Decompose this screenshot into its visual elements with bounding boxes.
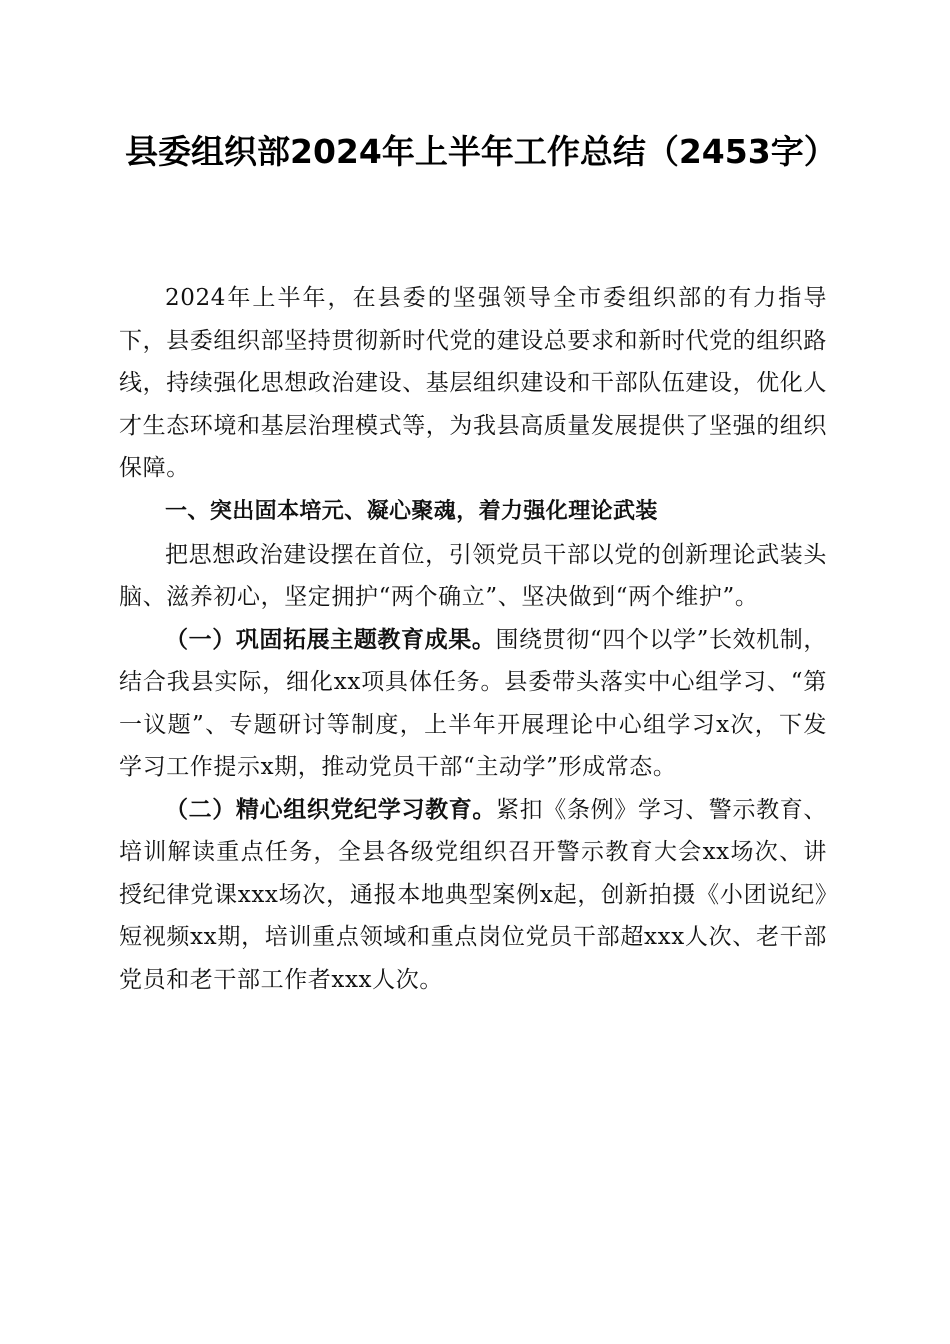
document-title: 县委组织部2024年上半年工作总结（2453字） bbox=[125, 132, 837, 171]
item-1-paragraph bbox=[119, 619, 827, 789]
section-1-heading: 一、突出固本培元、凝心聚魂，着力强化理论武装 bbox=[165, 498, 658, 524]
item-2-text: 紧扣《条例》学习、警示教育、培训解读重点任务，全县各级党组织召开警示教育大会xx场次、讲授纪律党课xxx场次，通报本地典型案例x起，创新拍摄《小团说纪》短视频xx期，培训重点领域和重点岗位党员干部超xxx人次、老干部党员和老干部工作者xxx人次。 bbox=[119, 796, 827, 993]
item-2-lead: （二）精心组织党纪学习教育。 bbox=[165, 795, 497, 823]
item-2-paragraph bbox=[119, 789, 827, 1002]
intro-paragraph: 2024年上半年，在县委的坚强领导全市委组织部的有力指导下，县委组织部坚持贯彻新时代党的建设总要求和新时代党的组织路线，持续强化思想政治建设、基层组织建设和干部队伍建设，优化人才生态环境和基层治理模式等，为我县高质量发展提供了坚强的组织保障。 bbox=[119, 285, 827, 481]
section-1-intro-paragraph: 把思想政治建设摆在首位，引领党员干部以党的创新理论武装头脑、滋养初心，坚定拥护“两个确立”、坚决做到“两个维护”。 bbox=[119, 541, 827, 610]
item-1-text: 围绕贯彻“四个以学”长效机制，结合我县实际，细化xx项具体任务。县委带头落实中心组学习、“第一议题”、专题研讨等制度，上半年开展理论中心组学习x次，下发学习工作提示x期，推动党员干部“主动学”形成常态。 bbox=[119, 626, 827, 780]
document-body bbox=[119, 277, 827, 1001]
item-1-lead: （一）巩固拓展主题教育成果。 bbox=[165, 625, 496, 653]
